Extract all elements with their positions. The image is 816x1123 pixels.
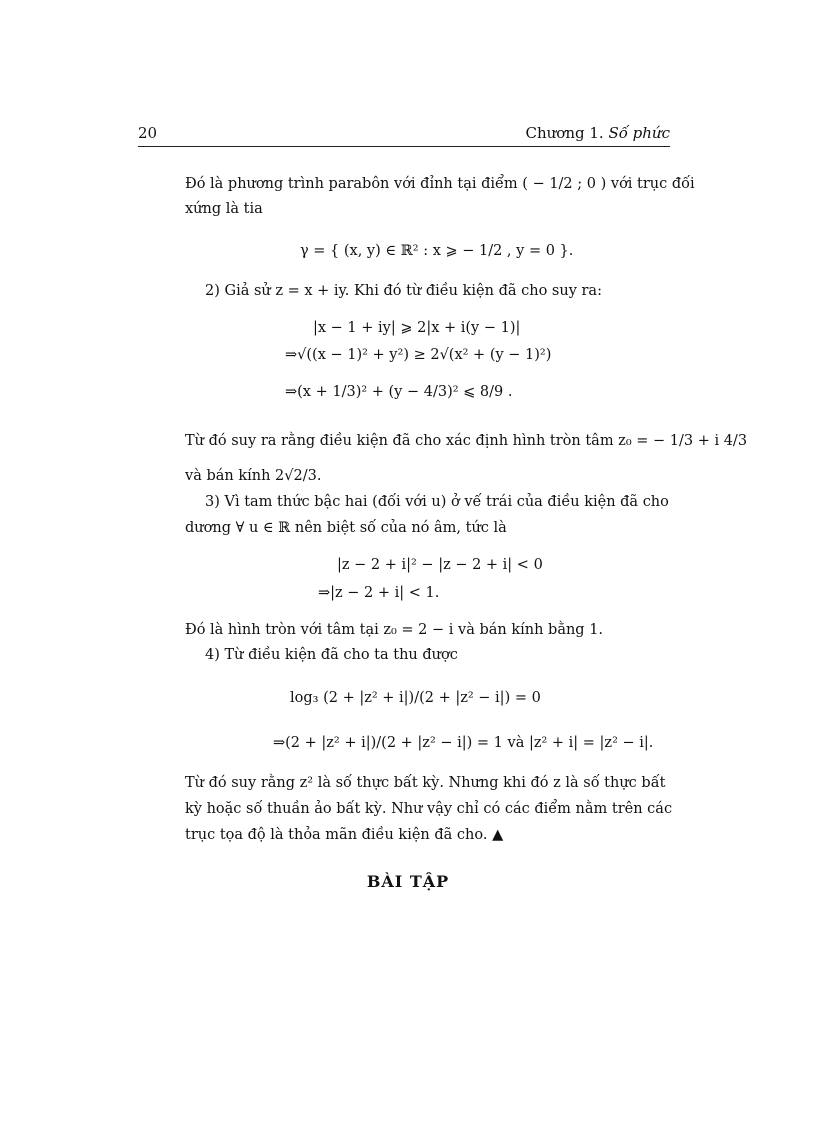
paragraph-line: 3) Vì tam thức bậc hai (đối với u) ở vế trái của điều kiện đã cho bbox=[205, 494, 669, 510]
page-number: 20 bbox=[138, 124, 158, 142]
paragraph-line: và bán kính 2√2/3. bbox=[185, 468, 322, 484]
equation-line: ⇒(2 + |z² + i|)/(2 + |z² − i|) = 1 và |z² + i| = |z² − i|. bbox=[273, 735, 654, 751]
running-header bbox=[138, 124, 670, 147]
paragraph-line: 4) Từ điều kiện đã cho ta thu được bbox=[205, 647, 458, 663]
paragraph-line: kỳ hoặc số thuần ảo bất kỳ. Như vậy chỉ có các điểm nằm trên các bbox=[185, 801, 673, 817]
chapter-title: Chương 1. Số phức bbox=[525, 124, 670, 142]
equation-line: |z − 2 + i|² − |z − 2 + i| < 0 bbox=[337, 557, 543, 573]
paragraph-line: Đó là hình tròn với tâm tại z₀ = 2 − i và bán kính bằng 1. bbox=[185, 622, 604, 638]
equation-line: ⇒(x + 1/3)² + (y − 4/3)² ⩽ 8/9 . bbox=[285, 384, 513, 400]
equation-line: |x − 1 + iy| ⩾ 2|x + i(y − 1)| bbox=[313, 320, 521, 336]
equation-line: ⇒|z − 2 + i| < 1. bbox=[318, 585, 440, 601]
equation-line: log₃ (2 + |z² + i|)/(2 + |z² − i|) = 0 bbox=[290, 690, 541, 706]
paragraph-line: dương ∀ u ∈ ℝ nên biệt số của nó âm, tức là bbox=[185, 520, 507, 536]
vertex-point: ( − 1/2 ; 0 ) bbox=[522, 176, 607, 192]
equation-gamma: γ = { (x, y) ∈ ℝ² : x ⩾ − 1/2 , y = 0 }. bbox=[300, 243, 574, 259]
paragraph-line: 2) Giả sử z = x + iy. Khi đó từ điều kiện đã cho suy ra: bbox=[205, 283, 602, 299]
paragraph-line: trục tọa độ là thỏa mãn điều kiện đã cho. ▲ bbox=[185, 827, 504, 843]
paragraph-line: Đó là phương trình parabôn với đỉnh tại điểm ( − 1/2 ; 0 ) với trục đối bbox=[185, 176, 695, 192]
section-heading: BÀI TẬP bbox=[366, 872, 450, 891]
equation-line: ⇒√((x − 1)² + y²) ≥ 2√(x² + (y − 1)²) bbox=[285, 347, 552, 363]
paragraph-line: xứng là tia bbox=[185, 201, 263, 217]
paragraph-line: Từ đó suy rằng z² là số thực bất kỳ. Nhưng khi đó z là số thực bất bbox=[185, 775, 666, 791]
paragraph-line: Từ đó suy ra rằng điều kiện đã cho xác định hình tròn tâm z₀ = − 1/3 + i 4/3 bbox=[185, 433, 748, 449]
